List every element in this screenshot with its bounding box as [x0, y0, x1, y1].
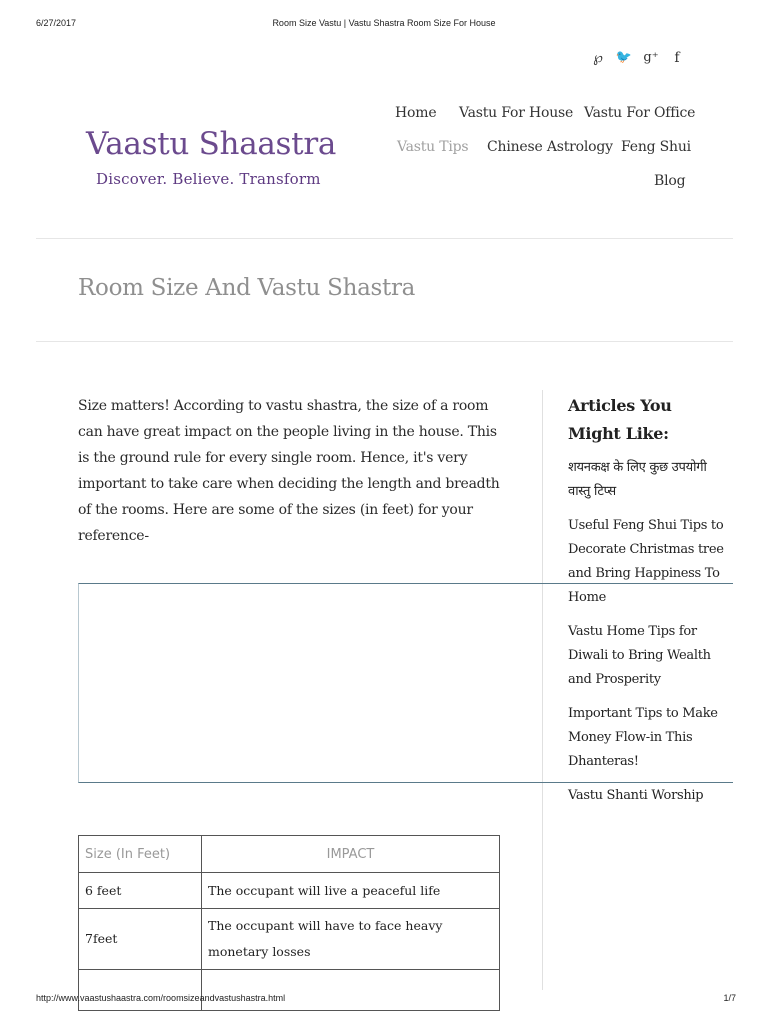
logo-tagline: Discover. Believe. Transform — [96, 170, 321, 188]
table-cell-impact: The occupant will live a peaceful life — [202, 873, 500, 909]
pinterest-icon[interactable]: ℘ — [593, 50, 603, 66]
facebook-icon[interactable]: f — [674, 50, 680, 66]
page-title: Room Size And Vastu Shastra — [78, 275, 416, 301]
twitter-icon[interactable]: 🐦 — [615, 50, 633, 65]
room-size-table — [78, 835, 500, 1011]
google-plus-icon[interactable]: g⁺ — [643, 50, 659, 65]
advertisement-frame — [78, 583, 733, 783]
nav-feng-shui[interactable]: Feng Shui — [621, 139, 691, 155]
table-cell-size: 7feet — [79, 909, 202, 970]
nav-blog[interactable]: Blog — [654, 173, 686, 189]
print-url: http://www.vaastushaastra.com/roomsizeandvastushastra.html — [36, 993, 286, 1003]
sidebar-article-link[interactable]: शयनकक्ष के लिए कुछ उपयोगी वास्तु टिप्स — [568, 460, 707, 499]
sidebar-article-link[interactable]: Vastu Home Tips for Diwali to Bring Wealth and Prosperity — [568, 624, 711, 687]
intro-paragraph: Size matters! According to vastu shastra, the size of a room can have great impact on the people living in the house. This is the ground rule for every single room. Hence, it's very important to take care when deciding the length and breadth of the rooms. Here are some of the sizes (in feet) for your reference- — [78, 398, 500, 544]
table-cell-impact: The occupant will have to face heavy monetary losses — [202, 909, 500, 970]
sidebar-article-link[interactable]: Vastu Shanti Worship — [568, 788, 704, 803]
sidebar-article-link[interactable]: Useful Feng Shui Tips to Decorate Christmas tree and Bring Happiness To Home — [568, 518, 724, 605]
nav-chinese-astrology[interactable]: Chinese Astrology — [487, 139, 613, 155]
table-header-row — [79, 836, 500, 873]
nav-vastu-tips[interactable]: Vastu Tips — [397, 139, 469, 155]
table-cell-size: 6 feet — [79, 873, 202, 909]
print-page-number: 1/7 — [723, 993, 736, 1003]
header-divider — [36, 238, 733, 239]
sidebar-heading: Articles You Might Like: — [568, 396, 672, 443]
table-row — [79, 873, 500, 909]
table-row — [79, 909, 500, 970]
table-header-size: Size (In Feet) — [79, 836, 202, 873]
nav-home[interactable]: Home — [395, 105, 437, 121]
print-date: 6/27/2017 — [36, 18, 77, 28]
title-divider — [36, 341, 733, 342]
nav-vastu-for-office[interactable]: Vastu For Office — [584, 105, 696, 121]
table-header-impact: IMPACT — [202, 836, 500, 873]
sidebar-article-link[interactable]: Important Tips to Make Money Flow-in This Dhanteras! — [568, 706, 718, 769]
logo-title: Vaastu Shaastra — [86, 126, 337, 162]
nav-vastu-for-house[interactable]: Vastu For House — [459, 105, 574, 121]
print-footer — [0, 993, 768, 1007]
print-page-title: Room Size Vastu | Vastu Shastra Room Size For House — [272, 18, 496, 28]
main-navigation — [0, 0, 768, 200]
